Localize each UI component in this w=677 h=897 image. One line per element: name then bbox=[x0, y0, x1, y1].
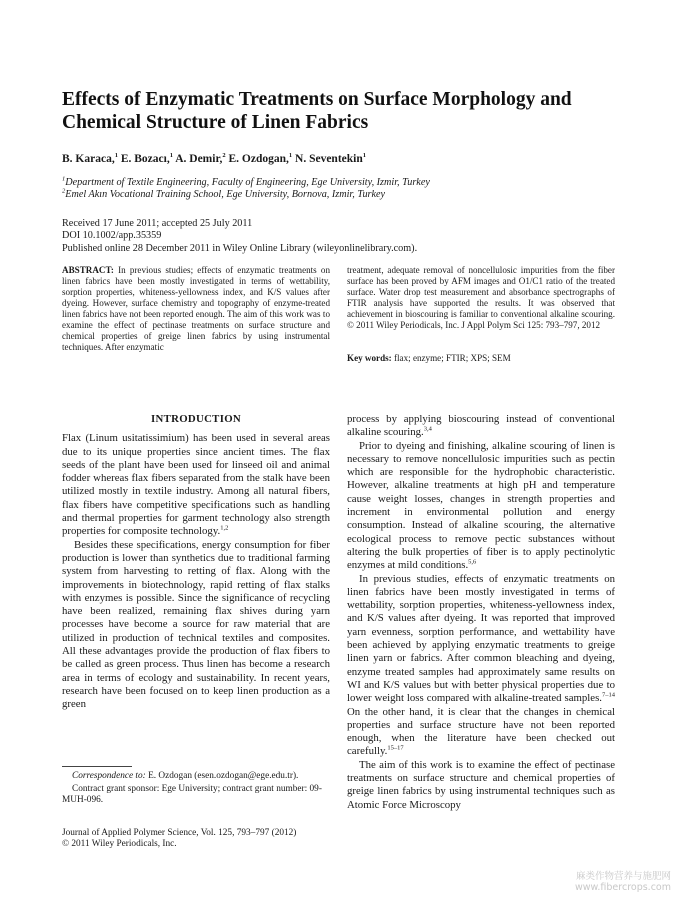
author-affil-mark: 2 bbox=[222, 152, 226, 160]
left-column bbox=[62, 413, 330, 712]
journal-copyright: © 2011 Wiley Periodicals, Inc. bbox=[62, 839, 177, 850]
abstract-label: ABSTRACT: bbox=[62, 265, 114, 275]
paragraph: process by applying bioscouring instead of conventional alkaline scouring.$^{3,4}$ bbox=[347, 413, 615, 439]
author-list bbox=[62, 153, 366, 165]
affiliations bbox=[62, 177, 430, 201]
abstract-text: treatment, adequate removal of noncellulosic impurities from the fiber surface has been proved by AFM images and O1/C1 ratio of the treated surface. Water drop test measurement and absorbance spectrographs of FTIR analysis have supported the results. It was observed that achievement in bioscouring is familiar to conventional alkaline scouring. bbox=[347, 265, 615, 319]
paper-title: Effects of Enzymatic Treatments on Surface Morphology and Chemical Structure of Linen Fabrics bbox=[62, 89, 572, 133]
author: N. Seventekin bbox=[295, 153, 363, 165]
watermark-cn: 麻类作物营养与施肥网 bbox=[575, 871, 671, 882]
journal-citation: Journal of Applied Polymer Science, Vol. 125, 793–797 (2012) bbox=[62, 828, 297, 838]
keywords-label: Key words: bbox=[347, 353, 392, 363]
author-affil-mark: 1 bbox=[169, 152, 173, 160]
author: E. Ozdogan, bbox=[228, 153, 289, 165]
section-heading: INTRODUCTION bbox=[151, 413, 241, 425]
paragraph: Besides these specifications, energy consumption for fiber production is lower than synthetics due to traditional farming system from harvesting to retting of flax. Along with the improvements in biotechnology, rapid retting of flax stalks with enzymes is possible. Since the significance of recycling have been realized, remaining flax shives during yarn processes have become a source for raw material that are utilized in production of technical textiles and composites. All these advantages provide the production of flax fibers to be called as green process. Thus linen has become a research area in terms of ecology and sustainability. In recent years, research have been focused on to keep linen production as a green bbox=[62, 538, 330, 711]
keywords-text: flax; enzyme; FTIR; XPS; SEM bbox=[394, 353, 511, 363]
citation[interactable]: 15–17 bbox=[387, 744, 404, 752]
citation[interactable]: 7–14 bbox=[602, 691, 615, 699]
author-affil-mark: 1 bbox=[288, 152, 293, 160]
received-date: Received 17 June 2011; accepted 25 July 2011 bbox=[62, 218, 253, 229]
footnotes bbox=[62, 771, 330, 809]
abstract-right bbox=[347, 265, 615, 331]
published-date: Published online 28 December 2011 in Wiley Online Library (wileyonlinelibrary.com). bbox=[62, 242, 418, 254]
abstract-text: In previous studies; effects of enzymatic treatments on linen fabrics have been mostly investigated in terms of wettability, sorption properties, whiteness-yellowness index, and K/S values after dyeing. However, surface chemistry and topography of enzyme-treated linen fabrics have not been reported enough. The aim of this work was to examine the effect of pectinase treatments on surface structure and chemical properties of greige linen fabrics by using instrumental techniques. After enzymatic bbox=[62, 265, 330, 352]
watermark-url: www.fibercrops.com bbox=[574, 882, 671, 893]
author-affil-mark: 1 bbox=[114, 152, 118, 160]
grant-note: Contract grant sponsor: Ege University; contract grant number: 09-MUH-096. bbox=[62, 784, 322, 806]
paragraph: Flax (Linum usitatissimium) has been used in several areas due to its unique properties since ancient times. The flax seeds of the plant have been used for linseed oil and animal fodder whereas flax fibers separated from the stalk have been utilized mostly in textile industry. Among all natural fibers, flax fibers have competitive specifications such as handling and thermal properties for garment technology also strength properties for composite technology.$^{1,2}$ bbox=[62, 432, 330, 538]
footnote-divider bbox=[62, 766, 132, 767]
abstract-copyright: © 2011 Wiley Periodicals, Inc. J Appl Polym Sci 125: 793–797, 2012 bbox=[347, 320, 601, 330]
citation[interactable]: 1,2 bbox=[220, 524, 229, 532]
paragraph: Prior to dyeing and finishing, alkaline scouring of linen is necessary to remove noncellulosic impurities such as pectin which are responsible for the hydrophobic characteristic. However, alkaline treatments at high pH and temperature cause weight losses, changes in strength properties and increment in environmental pollution and energy consumption. Instead of alkaline scouring, the alternative ecological process to remove pectic substances without altering the bulk properties of fiber is to apply pectinolytic enzymes at mild conditions.$^{5,6}$ bbox=[347, 439, 615, 572]
doi[interactable]: DOI 10.1002/app.35359 bbox=[62, 230, 162, 242]
author-affil-mark: 1 bbox=[362, 152, 366, 160]
journal-info bbox=[62, 828, 296, 850]
author: A. Demir, bbox=[175, 153, 223, 165]
keywords bbox=[347, 353, 511, 363]
paragraph: In previous studies, effects of enzymatic treatments on linen fabrics have been mostly investigated in terms of wettability, sorption properties, whiteness-yellowness index, and K/S values after dyeing. It was reported that improved yarn evenness, sorption performance, and wettability have been achieved by applying enzymatic treatments to greige linen yarn or fabrics. After common bleaching and dyeing, enzyme treated samples had approximately same results on WI and K/S values but with better physical properties due to lower weight loss compared with alkaline-treated samples.$^{7-14}$ On the other hand, it is clear that the changes in chemical properties and surface structure have not been reported enough, when the literature have been checked out carefully.$^{15-17}$ bbox=[347, 572, 615, 758]
author: B. Karaca, bbox=[62, 153, 115, 165]
correspondence-note: Correspondence to: E. Ozdogan (esen.ozdogan@ege.edu.tr). bbox=[72, 771, 299, 781]
site-watermark bbox=[575, 871, 671, 893]
citation[interactable]: 3,4 bbox=[423, 425, 432, 433]
author: E. Bozacı, bbox=[120, 153, 170, 165]
abstract-left bbox=[62, 265, 330, 353]
publication-dates bbox=[62, 218, 417, 255]
citation[interactable]: 5,6 bbox=[468, 558, 477, 566]
affiliation: $^1$Department of Textile Engineering, Faculty of Engineering, Ege University, Izmir, Turkey bbox=[62, 175, 430, 188]
paragraph: The aim of this work is to examine the effect of pectinase treatments on surface structure and chemical properties of greige linen fabrics by using instrumental techniques such as Atomic Force Microscopy bbox=[347, 758, 615, 811]
affiliation: $^2$Emel Akın Vocational Training School, Ege University, Bornova, Izmir, Turkey bbox=[62, 187, 386, 200]
right-column bbox=[347, 413, 615, 812]
